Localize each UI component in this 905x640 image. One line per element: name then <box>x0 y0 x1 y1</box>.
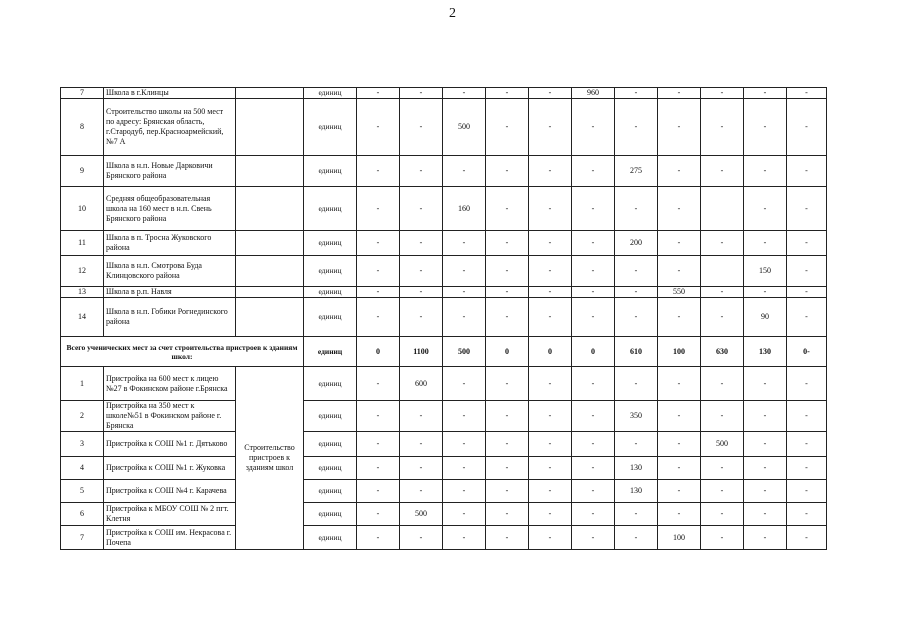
table-row <box>61 298 827 337</box>
value-cell: - <box>443 88 486 99</box>
value-cell: - <box>486 401 529 432</box>
value-cell: - <box>443 287 486 298</box>
value-cell: - <box>744 457 787 480</box>
value-cell: - <box>572 231 615 256</box>
value-cell: - <box>787 231 827 256</box>
value-cell: 90 <box>744 298 787 337</box>
value-cell: - <box>572 156 615 187</box>
unit-cell: единиц <box>304 88 357 99</box>
value-cell: - <box>744 88 787 99</box>
total-value-cell: 130 <box>744 337 787 367</box>
unit-cell: единиц <box>304 457 357 480</box>
value-cell: - <box>744 480 787 503</box>
value-cell: - <box>357 287 400 298</box>
value-cell: - <box>357 367 400 401</box>
value-cell: - <box>615 367 658 401</box>
table-row <box>61 432 827 457</box>
value-cell: - <box>443 457 486 480</box>
value-cell: - <box>443 231 486 256</box>
value-cell: - <box>615 287 658 298</box>
value-cell: - <box>357 231 400 256</box>
direction-cell <box>236 88 304 99</box>
value-cell: - <box>443 156 486 187</box>
value-cell: - <box>529 256 572 287</box>
value-cell: - <box>787 298 827 337</box>
value-cell: - <box>529 503 572 526</box>
total-label: Всего ученических мест за счет строительства пристроев к зданиям школ: <box>61 337 304 367</box>
value-cell: - <box>529 298 572 337</box>
value-cell: - <box>357 256 400 287</box>
value-cell: - <box>400 156 443 187</box>
value-cell: - <box>658 367 701 401</box>
value-cell: - <box>572 432 615 457</box>
value-cell: - <box>486 88 529 99</box>
value-cell: - <box>486 298 529 337</box>
value-cell: - <box>529 480 572 503</box>
value-cell: - <box>658 187 701 231</box>
value-cell: - <box>787 367 827 401</box>
table-row <box>61 401 827 432</box>
value-cell: - <box>744 231 787 256</box>
unit-cell: единиц <box>304 256 357 287</box>
object-name: Строительство школы на 500 мест по адресу: Брянская область, г.Стародуб, пер.Красноармейский, №7 А <box>104 99 236 156</box>
value-cell: 100 <box>658 526 701 550</box>
total-value-cell: 0 <box>529 337 572 367</box>
value-cell: - <box>486 99 529 156</box>
value-cell: - <box>357 298 400 337</box>
value-cell: - <box>529 526 572 550</box>
value-cell: - <box>701 88 744 99</box>
value-cell: - <box>357 401 400 432</box>
value-cell: - <box>400 187 443 231</box>
value-cell: - <box>486 457 529 480</box>
value-cell: - <box>658 99 701 156</box>
value-cell: - <box>529 156 572 187</box>
value-cell: - <box>787 432 827 457</box>
value-cell: - <box>443 526 486 550</box>
unit-cell: единиц <box>304 526 357 550</box>
row-number: 10 <box>61 187 104 231</box>
value-cell: - <box>787 88 827 99</box>
value-cell: - <box>572 298 615 337</box>
row-number: 4 <box>61 457 104 480</box>
direction-cell <box>236 287 304 298</box>
value-cell: - <box>615 256 658 287</box>
value-cell: - <box>357 187 400 231</box>
table-row <box>61 231 827 256</box>
value-cell: - <box>357 526 400 550</box>
value-cell: - <box>357 457 400 480</box>
row-number: 3 <box>61 432 104 457</box>
value-cell: - <box>658 432 701 457</box>
value-cell: - <box>658 401 701 432</box>
direction-cell <box>236 231 304 256</box>
unit-cell: единиц <box>304 503 357 526</box>
table-row <box>61 187 827 231</box>
value-cell: 500 <box>400 503 443 526</box>
value-cell: - <box>615 99 658 156</box>
table-row <box>61 457 827 480</box>
value-cell: - <box>701 99 744 156</box>
value-cell: - <box>701 457 744 480</box>
value-cell: - <box>744 99 787 156</box>
unit-cell: единиц <box>304 298 357 337</box>
value-cell: - <box>400 526 443 550</box>
value-cell: - <box>744 156 787 187</box>
table-row <box>61 480 827 503</box>
value-cell: 350 <box>615 401 658 432</box>
value-cell: - <box>744 401 787 432</box>
value-cell: - <box>572 187 615 231</box>
value-cell: - <box>572 457 615 480</box>
value-cell: - <box>787 256 827 287</box>
object-name: Пристройка на 350 мест к школе№51 в Фокинском районе г. Брянска <box>104 401 236 432</box>
value-cell: - <box>744 432 787 457</box>
value-cell: - <box>486 367 529 401</box>
direction-label: Строительство пристроев к зданиям школ <box>236 367 304 550</box>
value-cell: - <box>400 99 443 156</box>
value-cell: 550 <box>658 287 701 298</box>
unit-cell: единиц <box>304 337 357 367</box>
value-cell: - <box>787 287 827 298</box>
value-cell: - <box>744 187 787 231</box>
value-cell <box>701 187 744 231</box>
value-cell: - <box>572 526 615 550</box>
value-cell: - <box>658 156 701 187</box>
unit-cell: единиц <box>304 231 357 256</box>
value-cell: 160 <box>443 187 486 231</box>
value-cell: - <box>787 99 827 156</box>
total-value-cell: 500 <box>443 337 486 367</box>
value-cell: - <box>529 432 572 457</box>
value-cell: - <box>443 480 486 503</box>
value-cell: - <box>357 432 400 457</box>
value-cell: - <box>701 287 744 298</box>
value-cell: - <box>658 231 701 256</box>
object-name: Школа в н.п. Новые Дарковичи Брянского района <box>104 156 236 187</box>
row-number: 13 <box>61 287 104 298</box>
value-cell: - <box>529 457 572 480</box>
value-cell: - <box>529 187 572 231</box>
value-cell: - <box>615 298 658 337</box>
value-cell: - <box>400 256 443 287</box>
row-number: 1 <box>61 367 104 401</box>
value-cell: - <box>572 503 615 526</box>
value-cell: - <box>615 187 658 231</box>
direction-cell <box>236 298 304 337</box>
total-value-cell: 0- <box>787 337 827 367</box>
value-cell: - <box>701 367 744 401</box>
total-value-cell: 630 <box>701 337 744 367</box>
value-cell <box>701 256 744 287</box>
value-cell: - <box>572 367 615 401</box>
value-cell: - <box>572 401 615 432</box>
value-cell: - <box>572 480 615 503</box>
table-row <box>61 88 827 99</box>
value-cell: - <box>443 298 486 337</box>
total-value-cell: 100 <box>658 337 701 367</box>
value-cell: - <box>400 298 443 337</box>
value-cell: - <box>486 231 529 256</box>
table-row <box>61 256 827 287</box>
value-cell: - <box>357 503 400 526</box>
value-cell: - <box>701 231 744 256</box>
value-cell: - <box>787 480 827 503</box>
value-cell: - <box>529 99 572 156</box>
value-cell: - <box>486 432 529 457</box>
table-row <box>61 367 827 401</box>
object-name: Школа в г.Клинцы <box>104 88 236 99</box>
value-cell: - <box>572 287 615 298</box>
value-cell: - <box>443 367 486 401</box>
value-cell: - <box>400 401 443 432</box>
direction-cell <box>236 99 304 156</box>
value-cell: 200 <box>615 231 658 256</box>
unit-cell: единиц <box>304 287 357 298</box>
total-row <box>61 337 827 367</box>
total-value-cell: 0 <box>357 337 400 367</box>
row-number: 14 <box>61 298 104 337</box>
object-name: Пристройка к МБОУ СОШ № 2 пгт. Клетня <box>104 503 236 526</box>
table-row <box>61 526 827 550</box>
value-cell: - <box>400 88 443 99</box>
value-cell: - <box>486 256 529 287</box>
object-name: Школа в п. Тросна Жуковского района <box>104 231 236 256</box>
value-cell: - <box>357 99 400 156</box>
unit-cell: единиц <box>304 367 357 401</box>
value-cell: 600 <box>400 367 443 401</box>
object-name: Школа в н.п. Смотрова Буда Клинцовского района <box>104 256 236 287</box>
value-cell: - <box>658 480 701 503</box>
object-name: Пристройка к СОШ №1 г. Дятьково <box>104 432 236 457</box>
value-cell: - <box>744 503 787 526</box>
value-cell: - <box>443 432 486 457</box>
unit-cell: единиц <box>304 156 357 187</box>
value-cell: - <box>787 457 827 480</box>
value-cell: - <box>787 156 827 187</box>
value-cell: - <box>486 187 529 231</box>
value-cell: - <box>658 88 701 99</box>
row-number: 12 <box>61 256 104 287</box>
value-cell: - <box>400 432 443 457</box>
value-cell: 130 <box>615 457 658 480</box>
value-cell: - <box>529 287 572 298</box>
value-cell: - <box>744 526 787 550</box>
row-number: 9 <box>61 156 104 187</box>
value-cell: - <box>701 298 744 337</box>
direction-cell <box>236 187 304 231</box>
unit-cell: единиц <box>304 99 357 156</box>
row-number: 7 <box>61 88 104 99</box>
value-cell: - <box>572 256 615 287</box>
row-number: 6 <box>61 503 104 526</box>
value-cell: - <box>486 287 529 298</box>
value-cell: - <box>529 88 572 99</box>
table-row <box>61 287 827 298</box>
value-cell: - <box>658 298 701 337</box>
value-cell: - <box>400 287 443 298</box>
object-name: Школа в р.п. Навля <box>104 287 236 298</box>
row-number: 11 <box>61 231 104 256</box>
object-name: Средняя общеобразовательная школа на 160 мест в н.п. Свень Брянского района <box>104 187 236 231</box>
row-number: 5 <box>61 480 104 503</box>
unit-cell: единиц <box>304 401 357 432</box>
table-row <box>61 156 827 187</box>
value-cell: - <box>658 457 701 480</box>
value-cell: - <box>744 287 787 298</box>
unit-cell: единиц <box>304 187 357 231</box>
object-name: Пристройка к СОШ им. Некрасова г. Почепа <box>104 526 236 550</box>
row-number: 2 <box>61 401 104 432</box>
total-value-cell: 0 <box>486 337 529 367</box>
value-cell: - <box>615 526 658 550</box>
value-cell: - <box>443 503 486 526</box>
value-cell: - <box>486 526 529 550</box>
value-cell: - <box>529 367 572 401</box>
value-cell: - <box>400 457 443 480</box>
value-cell: - <box>486 480 529 503</box>
value-cell: - <box>615 503 658 526</box>
object-name: Пристройка к СОШ №4 г. Карачева <box>104 480 236 503</box>
value-cell: - <box>529 401 572 432</box>
value-cell: - <box>529 231 572 256</box>
value-cell: - <box>787 503 827 526</box>
direction-cell <box>236 156 304 187</box>
value-cell: 500 <box>443 99 486 156</box>
value-cell: - <box>701 156 744 187</box>
value-cell: 960 <box>572 88 615 99</box>
value-cell: - <box>400 480 443 503</box>
unit-cell: единиц <box>304 432 357 457</box>
value-cell: 130 <box>615 480 658 503</box>
row-number: 8 <box>61 99 104 156</box>
value-cell: - <box>443 401 486 432</box>
value-cell: - <box>787 526 827 550</box>
total-value-cell: 1100 <box>400 337 443 367</box>
value-cell: - <box>357 480 400 503</box>
row-number: 7 <box>61 526 104 550</box>
value-cell: - <box>486 156 529 187</box>
value-cell: - <box>787 187 827 231</box>
object-name: Школа в н.п. Гобики Рогнединского района <box>104 298 236 337</box>
value-cell: 150 <box>744 256 787 287</box>
total-value-cell: 0 <box>572 337 615 367</box>
value-cell: - <box>787 401 827 432</box>
value-cell: - <box>701 503 744 526</box>
table-row <box>61 503 827 526</box>
value-cell: - <box>443 256 486 287</box>
object-name: Пристройка к СОШ №1 г. Жуковка <box>104 457 236 480</box>
value-cell: 275 <box>615 156 658 187</box>
object-name: Пристройка на 600 мест к лицею №27 в Фокинском районе г.Брянска <box>104 367 236 401</box>
value-cell: - <box>701 480 744 503</box>
page-number: 2 <box>449 6 456 21</box>
value-cell: - <box>357 156 400 187</box>
value-cell: - <box>658 503 701 526</box>
value-cell: - <box>744 367 787 401</box>
value-cell: - <box>357 88 400 99</box>
value-cell: - <box>486 503 529 526</box>
value-cell: - <box>572 99 615 156</box>
value-cell: - <box>400 231 443 256</box>
value-cell: - <box>701 401 744 432</box>
value-cell: - <box>658 256 701 287</box>
total-value-cell: 610 <box>615 337 658 367</box>
table-row <box>61 99 827 156</box>
value-cell: 500 <box>701 432 744 457</box>
unit-cell: единиц <box>304 480 357 503</box>
schools-construction-table <box>60 87 827 550</box>
value-cell: - <box>615 432 658 457</box>
direction-cell <box>236 256 304 287</box>
value-cell: - <box>701 526 744 550</box>
value-cell: - <box>615 88 658 99</box>
